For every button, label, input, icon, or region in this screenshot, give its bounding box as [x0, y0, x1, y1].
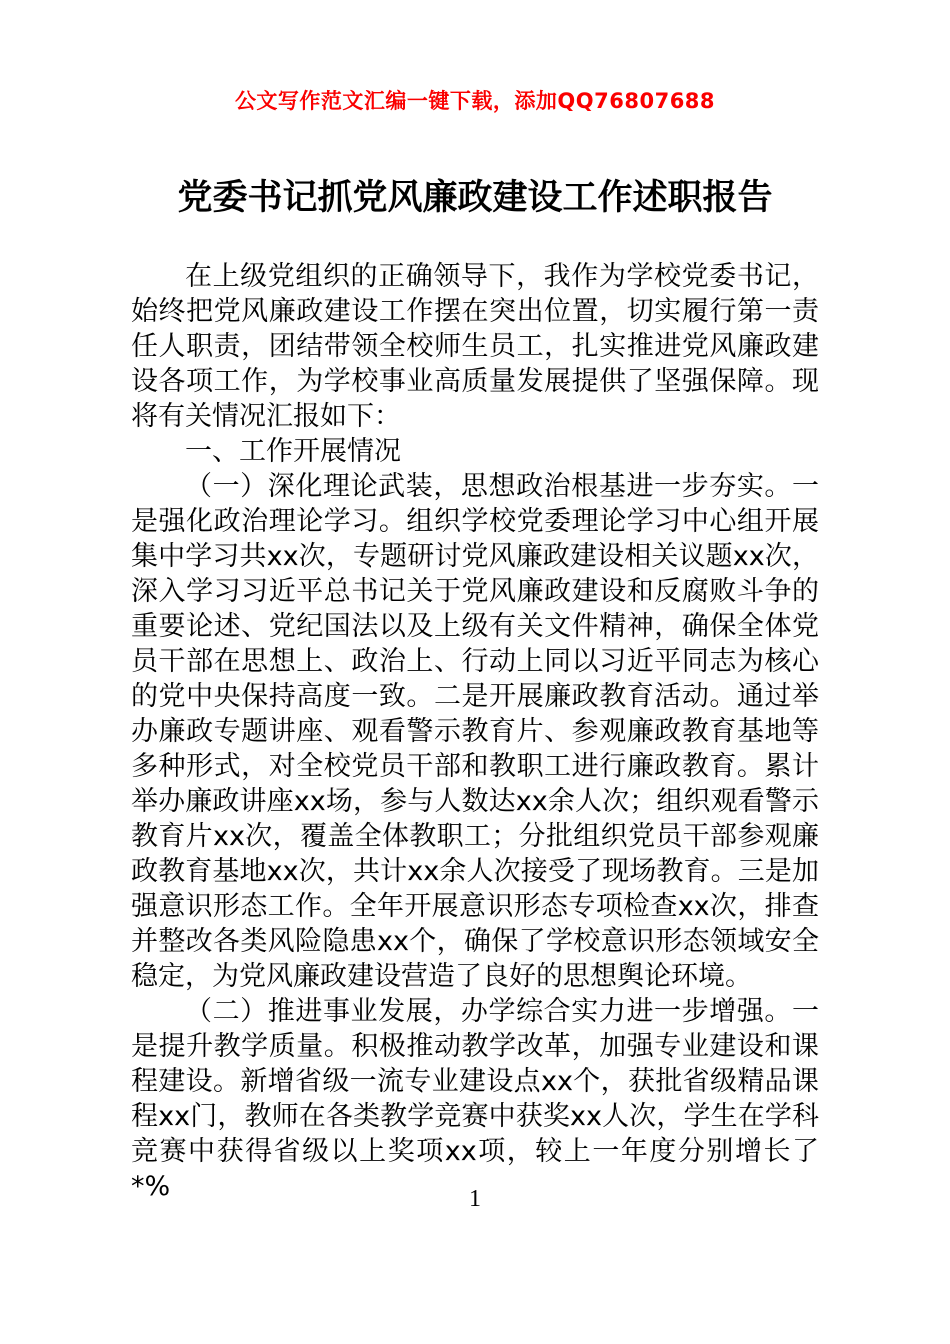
document-title: 党委书记抓党风廉政建设工作述职报告: [177, 178, 773, 218]
page-number: 1: [469, 1186, 481, 1212]
section-heading-work-progress: 一、工作开展情况: [185, 436, 401, 467]
paragraph-section-1: （一）深化理论武装，思想政治根基进一步夯实。一是强化政治理论学习。组织学校党委理论学习中心组开展集中学习共xx次，专题研讨党风廉政建设相关议题xx次，深入学习习近平总书记关于党风廉政建设和反腐败斗争的重要论述、党纪国法以及上级有关文件精神，确保全体党员干部在思想上、政治上、行动上同以习近平同志为核心的党中央保持高度一致。二是开展廉政教育活动。通过举办廉政专题讲座、观看警示教育片、参观廉政教育基地等多种形式，对全校党员干部和教职工进行廉政教育。累计举办廉政讲座xx场，参与人数达xx余人次；组织观看警示教育片xx次，覆盖全体教职工；分批组织党员干部参观廉政教育基地xx次，共计xx余人次接受了现场教育。三是加强意识形态工作。全年开展意识形态专项检查xx次，排查并整改各类风险隐患xx个，确保了学校意识形态领域安全稳定，为党风廉政建设营造了良好的思想舆论环境。: [131, 471, 819, 992]
paragraph-intro: 在上级党组织的正确领导下，我作为学校党委书记，始终把党风廉政建设工作摆在突出位置，切实履行第一责任人职责，团结带领全校师生员工，扎实推进党风廉政建设各项工作，为学校事业高质量发展提供了坚强保障。现将有关情况汇报如下：: [131, 261, 819, 432]
promo-banner: 公文写作范文汇编一键下载，添加QQ76807688: [234, 89, 716, 113]
paragraph-section-2: （二）推进事业发展，办学综合实力进一步增强。一是提升教学质量。积极推动教学改革，加强专业建设和课程建设。新增省级一流专业建设点xx个，获批省级精品课程xx门，教师在各类教学竞赛中获奖xx人次，学生在学科竞赛中获得省级以上奖项xx项，较上一年度分别增长了*%: [131, 996, 819, 1202]
document-body: [131, 259, 819, 1204]
